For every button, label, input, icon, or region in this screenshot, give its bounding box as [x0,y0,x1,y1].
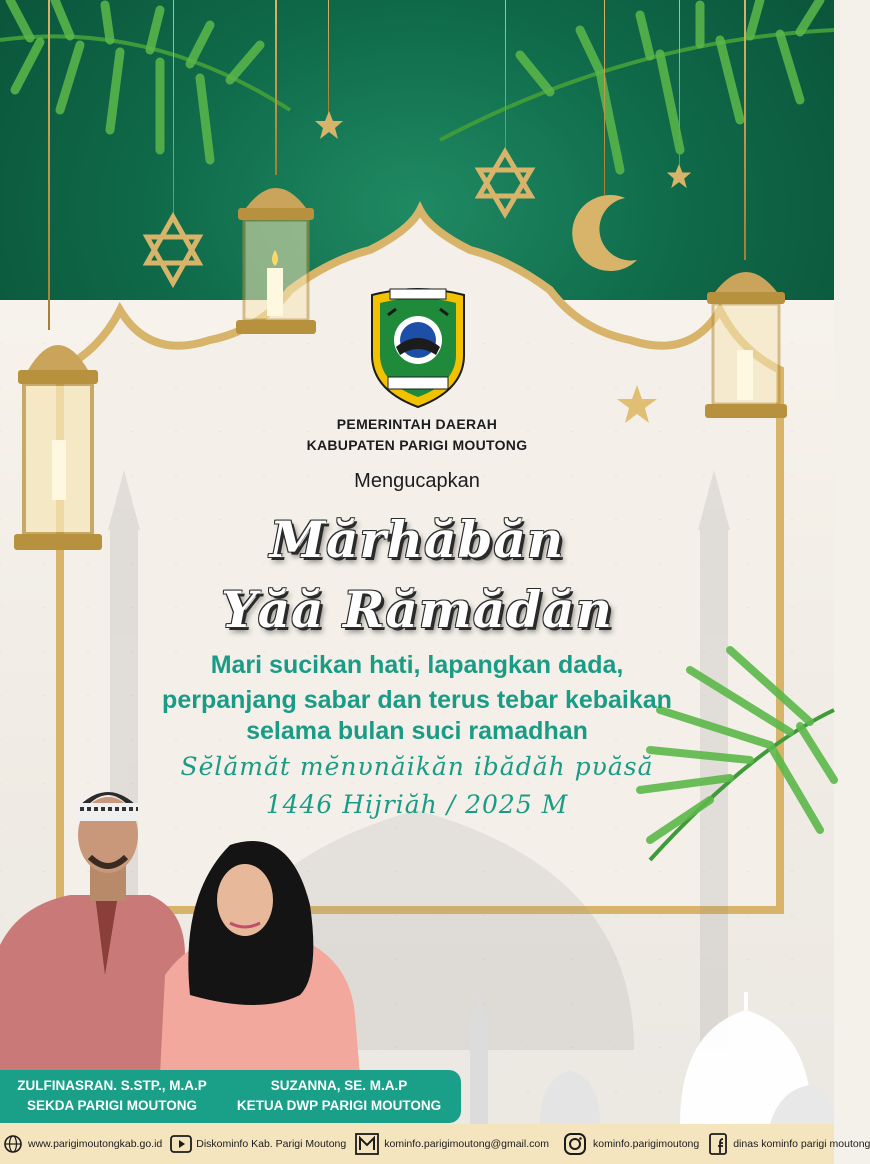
footer-instagram-text: kominfo.parigimoutong [592,1138,700,1150]
star-chain-center [505,0,506,150]
lantern-chain-center [275,0,277,175]
official-1-name: ZULFINASRAN. S.STP., M.A.P [17,1078,207,1093]
greeting-text: Mengucapkan [354,470,480,492]
officials-photo [0,775,370,1075]
star-icon [666,163,692,189]
message-line-2: perpanjang sabar dan terus tebar kebaikan [162,686,672,714]
official-2-name: SUZANNA, SE. M.A.P [270,1078,408,1093]
regency-emblem-logo [366,285,470,409]
footer-email-text: kominfo.parigimoutong@gmail.com [384,1138,549,1150]
mosque-domes [450,990,834,1124]
official-2-position: KETUA DWP PARIGI MOUTONG [236,1098,442,1113]
footer-facebook[interactable] [707,1133,870,1155]
footer-contact-bar [0,1124,870,1164]
star-of-david-icon [475,150,535,216]
footer-website-text: www.parigimoutongkab.go.id [28,1138,163,1150]
title-line-1: Mărhăbăn [269,510,565,569]
footer-youtube[interactable] [170,1133,346,1155]
lantern-chain-right [744,0,746,260]
star-icon [314,110,344,140]
footer-youtube-text: Diskominfo Kab. Parigi Moutong [196,1138,347,1150]
star-chain-right [679,0,680,165]
star-of-david-icon [143,215,203,285]
facebook-icon [707,1133,729,1155]
moon-chain [604,0,605,195]
lantern-right [705,252,787,422]
officials-name-box [0,1070,461,1123]
official-1-position: SEKDA PARIGI MOUTONG [26,1098,197,1113]
star-chain-left [173,0,174,220]
email-icon [354,1133,380,1155]
regency-name: KABUPATEN PARIGI MOUTONG [306,437,528,453]
wish-line-1: Sĕlămăt mĕnυnăikăn ibădăh pυăsă [180,752,654,781]
footer-facebook-text: dinas kominfo parigi moutong [733,1138,870,1150]
lantern-chain-left [48,0,50,330]
youtube-icon [170,1133,192,1155]
lantern-center [234,168,318,338]
footer-email[interactable] [354,1133,549,1155]
footer-instagram[interactable] [561,1133,699,1155]
official-2 [222,1076,456,1116]
footer-website[interactable] [2,1133,162,1155]
message-line-3: selama bulan suci ramadhan [246,717,588,745]
official-1 [2,1076,222,1116]
star-chain-small [328,0,329,115]
crescent-moon-icon [565,190,645,275]
globe-icon [2,1133,24,1155]
wish-line-2: 1446 Hijriăh / 2025 M [265,790,569,819]
instagram-icon [561,1133,589,1155]
message-line-1: Mari sucikan hati, lapangkan dada, [210,651,624,679]
government-title: PEMERINTAH DAERAH [336,416,498,432]
title-line-2: Yăă Rămădăn [221,580,613,639]
